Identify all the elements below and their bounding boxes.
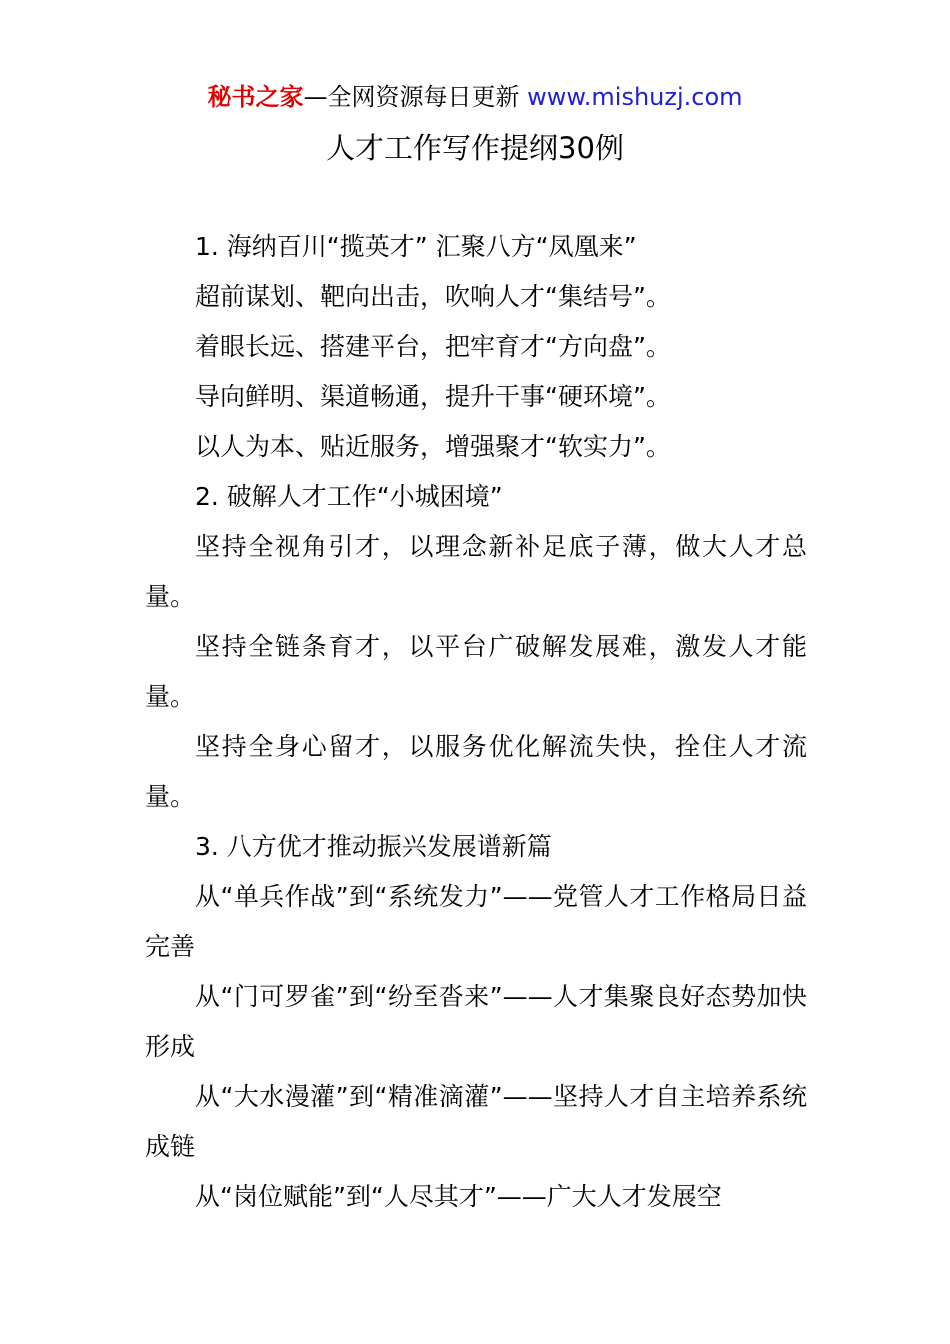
paragraph: 导向鲜明、渠道畅通，提升干事“硬环境”。: [195, 382, 671, 411]
document-title: 人才工作写作提纲30例: [326, 131, 624, 165]
document-body: [145, 222, 807, 1222]
paragraph: 从“岗位赋能”到“人尽其才”——广大人才发展空: [195, 1182, 722, 1211]
paragraph: 坚持全视角引才，以理念新补足底子薄，做大人才总量。: [145, 532, 807, 611]
paragraph: 着眼长远、搭建平台，把牢育才“方向盘”。: [195, 332, 671, 361]
paragraph: 2. 破解人才工作“小城困境”: [195, 482, 503, 511]
header-tagline: —全网资源每日更新: [303, 83, 528, 111]
paragraph: 从“大水漫灌”到“精准滴灌”——坚持人才自主培养系统成链: [145, 1082, 807, 1161]
site-header: [0, 80, 950, 114]
paragraph: 从“单兵作战”到“系统发力”——党管人才工作格局日益完善: [145, 882, 807, 961]
paragraph: 1. 海纳百川“揽英才” 汇聚八方“凤凰来”: [195, 232, 637, 261]
paragraph: 3. 八方优才推动振兴发展谱新篇: [195, 832, 552, 861]
site-url-link[interactable]: www.mishuzj.com: [527, 83, 743, 111]
paragraph: 坚持全身心留才，以服务优化解流失快，拴住人才流量。: [145, 732, 807, 811]
paragraph: 坚持全链条育才，以平台广破解发展难，激发人才能量。: [145, 632, 807, 711]
brand-name: 秘书之家: [207, 83, 304, 111]
paragraph: 以人为本、贴近服务，增强聚才“软实力”。: [195, 432, 671, 461]
paragraph: 超前谋划、靶向出击，吹响人才“集结号”。: [195, 282, 671, 311]
paragraph: 从“门可罗雀”到“纷至沓来”——人才集聚良好态势加快形成: [145, 982, 807, 1061]
